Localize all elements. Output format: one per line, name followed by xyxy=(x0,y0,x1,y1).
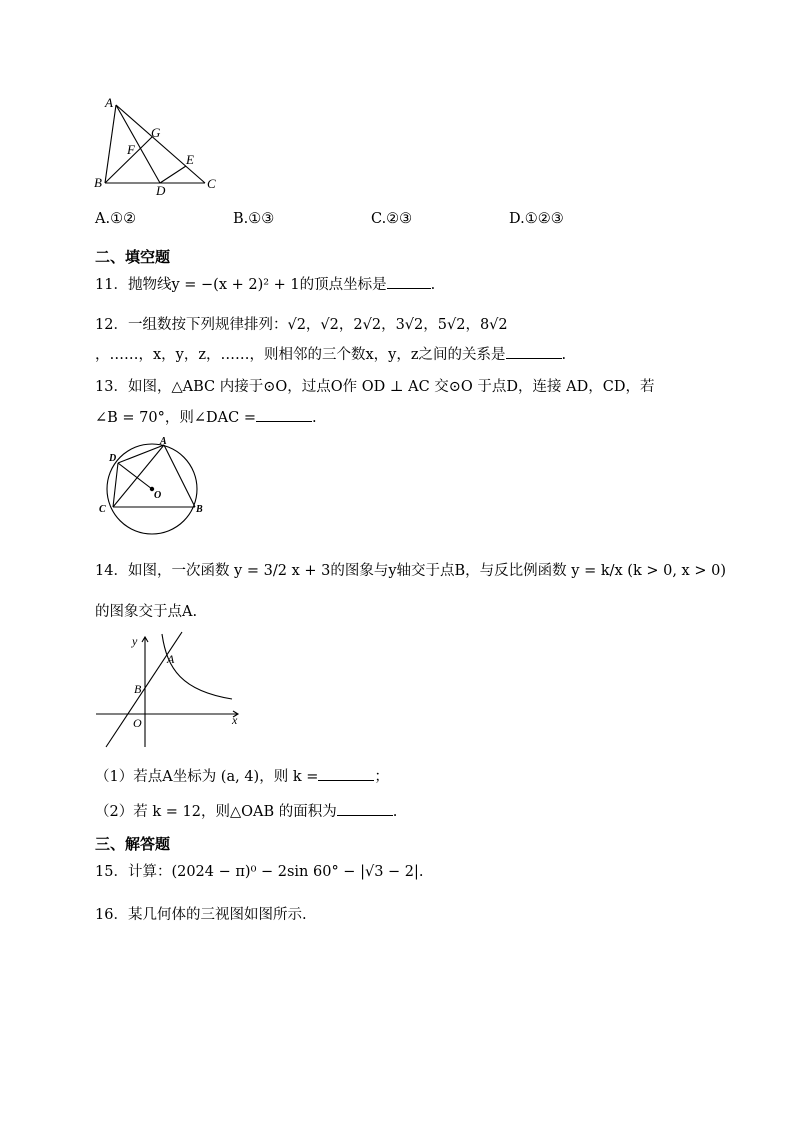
question-14-part-1-text: （1）若点A坐标为 (a, 4)，则 k = xyxy=(95,769,319,785)
label-a: A xyxy=(160,436,167,447)
label-b: B xyxy=(94,175,102,190)
segment-ad xyxy=(116,105,160,183)
label-f: F xyxy=(127,142,135,157)
answer-blank xyxy=(256,407,312,422)
label-a: A xyxy=(105,95,113,110)
label-d: D xyxy=(156,183,166,197)
segment-de xyxy=(160,166,186,183)
label-c: C xyxy=(99,504,106,515)
question-13-tail: . xyxy=(311,410,317,426)
answer-blank xyxy=(506,344,562,359)
label-y-axis: y xyxy=(132,634,138,648)
segment-ab xyxy=(105,105,116,183)
question-14-line1: 14．如图，一次函数 y = 3/2 x + 3的图象与y轴交于点B，与反比例函数 y = k/x (k > 0, x > 0) xyxy=(95,563,726,579)
label-a: A xyxy=(167,652,175,666)
option-c: C.②③ xyxy=(371,211,413,227)
option-d: D.①②③ xyxy=(509,211,564,227)
question-11-tail: . xyxy=(430,277,436,293)
segment-ab xyxy=(164,445,195,507)
question-13-text: ∠B = 70°，则∠DAC = xyxy=(95,410,256,426)
answer-blank xyxy=(337,801,393,816)
option-a: A.①② xyxy=(95,211,137,227)
question-14-part-2-text: （2）若 k = 12，则△OAB 的面积为 xyxy=(95,804,337,820)
answer-blank xyxy=(318,766,374,781)
label-c: C xyxy=(207,176,216,191)
label-b: B xyxy=(134,682,142,696)
question-14-part-1-tail: ； xyxy=(374,769,389,785)
answer-blank xyxy=(387,274,431,289)
question-16: 16．某几何体的三视图如图所示. xyxy=(95,907,307,923)
linear-function-line xyxy=(106,632,182,747)
question-12-line1: 12．一组数按下列规律排列：√2，√2，2√2，3√2，5√2，8√2 xyxy=(95,317,508,333)
label-o: O xyxy=(154,490,162,501)
question-13-line1: 13．如图，△ABC 内接于⊙O，过点O作 OD ⊥ AC 交⊙O 于点D，连接 AD，CD，若 xyxy=(95,379,655,395)
label-e: E xyxy=(186,152,194,167)
section-heading-solutions: 三、解答题 xyxy=(95,835,171,853)
section-heading-fill-in: 二、填空题 xyxy=(95,248,171,266)
circle-figure xyxy=(96,434,212,540)
question-13-line2 xyxy=(95,406,317,427)
question-14-part-1 xyxy=(95,765,389,786)
option-b: B.①③ xyxy=(233,211,275,227)
triangle-figure xyxy=(90,95,230,197)
question-12-line2 xyxy=(95,343,566,364)
question-14-line2: 的图象交于点A. xyxy=(95,604,198,620)
question-12-text: ，……，x，y，z，……，则相邻的三个数x，y，z之间的关系是 xyxy=(95,347,506,363)
label-g: G xyxy=(151,125,161,140)
question-11 xyxy=(95,273,435,294)
question-12-tail: . xyxy=(561,347,567,363)
label-b: B xyxy=(196,504,203,515)
function-graph-figure xyxy=(92,629,252,751)
question-11-text: 11．抛物线y = −(x + 2)² + 1的顶点坐标是 xyxy=(95,277,387,293)
question-14-part-2 xyxy=(95,800,397,821)
label-x-axis: x xyxy=(232,713,238,727)
question-14-part-2-tail: . xyxy=(392,804,398,820)
segment-dc xyxy=(113,463,118,507)
hyperbola-curve xyxy=(162,634,232,699)
segment-do xyxy=(118,463,152,489)
label-origin: O xyxy=(133,716,142,730)
question-15: 15．计算：(2024 − π)⁰ − 2sin 60° − |√3 − 2|. xyxy=(95,864,424,880)
label-d: D xyxy=(109,453,117,464)
